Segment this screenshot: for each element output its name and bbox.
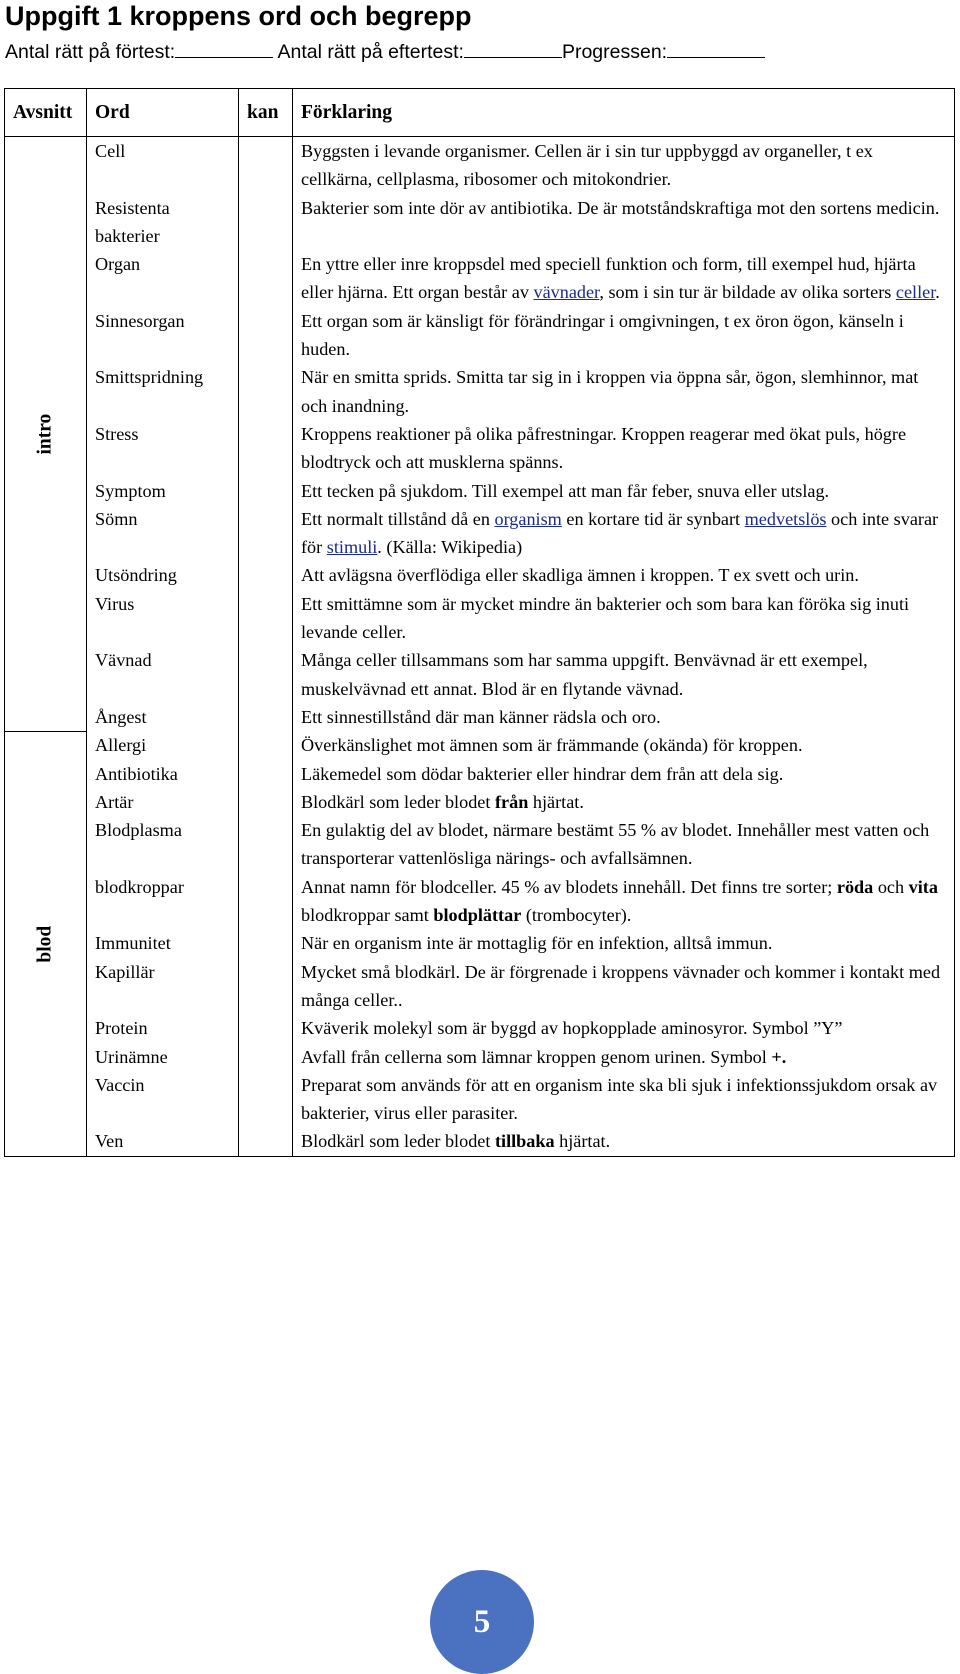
word-cell: Sömn	[87, 505, 239, 562]
explanation-cell	[293, 1127, 955, 1156]
posttest-label: Antal rätt på eftertest:	[277, 41, 464, 63]
know-checkbox-cell[interactable]	[239, 760, 293, 788]
explanation-text: Överkänslighet mot ämnen som är främmande (okända) för kroppen.	[301, 735, 803, 756]
explanation-text: en kortare tid är synbart	[561, 508, 745, 529]
posttest-blank[interactable]	[464, 38, 562, 58]
explanation-text: blodkroppar samt	[301, 905, 434, 926]
know-checkbox-cell[interactable]	[239, 788, 293, 816]
table-row	[5, 788, 955, 816]
explanation-text: hjärtat.	[554, 1131, 611, 1152]
term-link[interactable]: medvetslös	[744, 508, 827, 529]
table-row	[5, 1014, 955, 1042]
know-checkbox-cell[interactable]	[239, 958, 293, 1015]
word-cell: Protein	[87, 1014, 239, 1042]
explanation-text: När en organism inte är mottaglig för en infektion, alltså immun.	[301, 933, 773, 954]
explanation-cell	[293, 477, 955, 505]
explanation-text: . (Källa: Wikipedia)	[377, 537, 523, 558]
table-row	[5, 646, 955, 703]
table-row	[5, 561, 955, 589]
table-row	[5, 816, 955, 873]
term-link[interactable]: celler	[895, 282, 936, 303]
explanation-text: Läkemedel som dödar bakterier eller hindrar dem från att dela sig.	[301, 763, 784, 784]
word-cell: Immunitet	[87, 929, 239, 957]
word-cell: Utsöndring	[87, 561, 239, 589]
know-checkbox-cell[interactable]	[239, 137, 293, 194]
explanation-cell	[293, 1071, 955, 1128]
section-label: blod	[34, 925, 56, 963]
explanation-text: Byggsten i levande organismer. Cellen är i sin tur uppbyggd av organeller, t ex cellkärna, cellplasma, ribosomer och mitokondrier.	[301, 141, 873, 190]
explanation-text: Ett normalt tillstånd då en	[301, 508, 495, 529]
explanation-cell	[293, 505, 955, 562]
pretest-label: Antal rätt på förtest:	[5, 41, 176, 63]
explanation-cell	[293, 250, 955, 307]
explanation-text: .	[935, 282, 940, 303]
explanation-text: Att avlägsna överflödiga eller skadliga ämnen i kroppen. T ex svett och urin.	[301, 565, 859, 586]
explanation-cell	[293, 929, 955, 957]
table-row	[5, 1043, 955, 1071]
word-cell: Stress	[87, 420, 239, 477]
explanation-cell	[293, 420, 955, 477]
explanation-text: , som i sin tur är bildade av olika sorters	[599, 282, 896, 303]
term-link[interactable]: organism	[494, 508, 562, 529]
explanation-text: En gulaktig del av blodet, närmare bestämt 55 % av blodet. Innehåller mest vatten och transporterar vattenlösliga närings- och avfallsämnen.	[301, 820, 930, 869]
explanation-text: Många celler tillsammans som har samma uppgift. Benvävnad är ett exempel, muskelvävnad ett annat. Blod är en flytande vävnad.	[301, 650, 868, 699]
word-cell: Sinnesorgan	[87, 307, 239, 364]
explanation-cell	[293, 561, 955, 589]
table-row	[5, 1127, 955, 1156]
know-checkbox-cell[interactable]	[239, 420, 293, 477]
emphasis-text: röda	[836, 876, 874, 897]
know-checkbox-cell[interactable]	[239, 873, 293, 930]
know-checkbox-cell[interactable]	[239, 646, 293, 703]
explanation-text: Blodkärl som leder blodet	[301, 791, 495, 812]
header-know: kan	[239, 89, 293, 137]
know-checkbox-cell[interactable]	[239, 307, 293, 364]
table-row	[5, 1071, 955, 1128]
know-checkbox-cell[interactable]	[239, 816, 293, 873]
table-row	[5, 873, 955, 930]
table-row	[5, 250, 955, 307]
explanation-cell	[293, 590, 955, 647]
explanation-text: Annat namn för blodceller. 45 % av blodets innehåll. Det finns tre sorter;	[301, 876, 837, 897]
know-checkbox-cell[interactable]	[239, 1014, 293, 1042]
know-checkbox-cell[interactable]	[239, 1127, 293, 1156]
know-checkbox-cell[interactable]	[239, 477, 293, 505]
know-checkbox-cell[interactable]	[239, 1071, 293, 1128]
vocabulary-table	[4, 88, 955, 1157]
know-checkbox-cell[interactable]	[239, 703, 293, 731]
term-link[interactable]: stimuli	[326, 537, 378, 558]
word-cell: Organ	[87, 250, 239, 307]
know-checkbox-cell[interactable]	[239, 731, 293, 759]
explanation-cell	[293, 703, 955, 731]
header-explanation: Förklaring	[293, 89, 955, 137]
explanation-text: Bakterier som inte dör av antibiotika. De är motståndskraftiga mot den sortens medicin.	[301, 197, 940, 218]
word-cell: Urinämne	[87, 1043, 239, 1071]
explanation-text: och inte svarar för	[301, 508, 939, 558]
word-cell: Ven	[87, 1127, 239, 1156]
know-checkbox-cell[interactable]	[239, 1043, 293, 1071]
table-row	[5, 703, 955, 731]
page-number: 5	[473, 1603, 491, 1640]
know-checkbox-cell[interactable]	[239, 590, 293, 647]
word-cell: Allergi	[87, 731, 239, 759]
emphasis-text: från	[494, 791, 529, 812]
table-row	[5, 420, 955, 477]
word-cell: Kapillär	[87, 958, 239, 1015]
explanation-cell	[293, 731, 955, 759]
explanation-text: När en smitta sprids. Smitta tar sig in i kroppen via öppna sår, ögon, slemhinnor, mat och inandning.	[301, 367, 919, 416]
word-cell: Virus	[87, 590, 239, 647]
page-title: Uppgift 1 kroppens ord och begrepp	[5, 1, 472, 31]
word-cell: Vävnad	[87, 646, 239, 703]
word-cell: Antibiotika	[87, 760, 239, 788]
pretest-blank[interactable]	[175, 38, 273, 58]
table-row	[5, 137, 955, 194]
section-label: intro	[34, 413, 56, 455]
score-line	[5, 38, 765, 65]
word-cell: Smittspridning	[87, 363, 239, 420]
word-cell: Resistenta bakterier	[87, 194, 239, 251]
table-row	[5, 958, 955, 1015]
word-cell: Artär	[87, 788, 239, 816]
section-cell	[5, 137, 87, 732]
table-row	[5, 731, 955, 759]
know-checkbox-cell[interactable]	[239, 250, 293, 307]
section-cell	[5, 731, 87, 1156]
explanation-text: Ett organ som är känsligt för förändringar i omgivningen, t ex öron ögon, känseln i huden.	[301, 310, 904, 360]
know-checkbox-cell[interactable]	[239, 929, 293, 957]
word-cell: blodkroppar	[87, 873, 239, 930]
emphasis-text: blodplättar	[433, 905, 522, 926]
emphasis-text: tillbaka	[494, 1131, 555, 1152]
explanation-cell	[293, 873, 955, 930]
explanation-text: Mycket små blodkärl. De är förgrenade i kroppens vävnader och kommer i kontakt med många celler..	[301, 961, 941, 1010]
know-checkbox-cell[interactable]	[239, 561, 293, 589]
explanation-text: En yttre eller inre kroppsdel med speciell funktion och form, till exempel hud, hjärta eller hjärna. Ett organ består av	[301, 254, 916, 303]
explanation-cell	[293, 137, 955, 194]
explanation-text: Kroppens reaktioner på olika påfrestningar. Kroppen reagerar med ökat puls, högre blodtryck och att musklerna spänns.	[301, 423, 907, 473]
explanation-text: Ett smittämne som är mycket mindre än bakterier och som bara kan föröka sig inuti levande celler.	[301, 593, 910, 643]
header-section: Avsnitt	[5, 89, 87, 137]
know-checkbox-cell[interactable]	[239, 363, 293, 420]
explanation-cell	[293, 194, 955, 251]
explanation-text: (trombocyter).	[521, 905, 632, 926]
table-row	[5, 929, 955, 957]
know-checkbox-cell[interactable]	[239, 505, 293, 562]
emphasis-text: +.	[771, 1046, 787, 1067]
progress-label: Progressen:	[561, 41, 668, 63]
word-cell: Vaccin	[87, 1071, 239, 1128]
know-checkbox-cell[interactable]	[239, 194, 293, 251]
explanation-text: Kväverik molekyl som är byggd av hopkopplade aminosyror. Symbol ”Y”	[301, 1018, 843, 1039]
explanation-cell	[293, 646, 955, 703]
explanation-cell	[293, 816, 955, 873]
term-link[interactable]: vävnader	[533, 282, 600, 303]
explanation-text: Ett sinnestillstånd där man känner rädsla och oro.	[301, 706, 661, 727]
explanation-text: Blodkärl som leder blodet	[301, 1131, 495, 1152]
explanation-cell	[293, 307, 955, 364]
explanation-text: Avfall från cellerna som lämnar kroppen genom urinen. Symbol	[301, 1046, 772, 1067]
explanation-cell	[293, 1043, 955, 1071]
table-row	[5, 590, 955, 647]
explanation-text: och	[873, 876, 909, 897]
explanation-cell	[293, 363, 955, 420]
word-cell: Symptom	[87, 477, 239, 505]
explanation-text: hjärtat.	[528, 791, 584, 812]
progress-blank[interactable]	[667, 38, 765, 58]
explanation-cell	[293, 1014, 955, 1042]
table-row	[5, 194, 955, 251]
table-row	[5, 505, 955, 562]
table-row	[5, 307, 955, 364]
explanation-text: Preparat som används för att en organism inte ska bli sjuk i infektionssjukdom orsak av bakterier, virus eller parasiter.	[301, 1074, 938, 1124]
explanation-cell	[293, 958, 955, 1015]
emphasis-text: vita	[908, 876, 938, 897]
header-word: Ord	[87, 89, 239, 137]
explanation-text: Ett tecken på sjukdom. Till exempel att man får feber, snuva eller utslag.	[301, 480, 830, 501]
table-row	[5, 363, 955, 420]
explanation-cell	[293, 788, 955, 816]
page-number-badge	[430, 1570, 534, 1674]
table-row	[5, 760, 955, 788]
header-row	[5, 89, 955, 137]
table-row	[5, 477, 955, 505]
explanation-cell	[293, 760, 955, 788]
word-cell: Ångest	[87, 703, 239, 731]
word-cell: Blodplasma	[87, 816, 239, 873]
word-cell: Cell	[87, 137, 239, 194]
